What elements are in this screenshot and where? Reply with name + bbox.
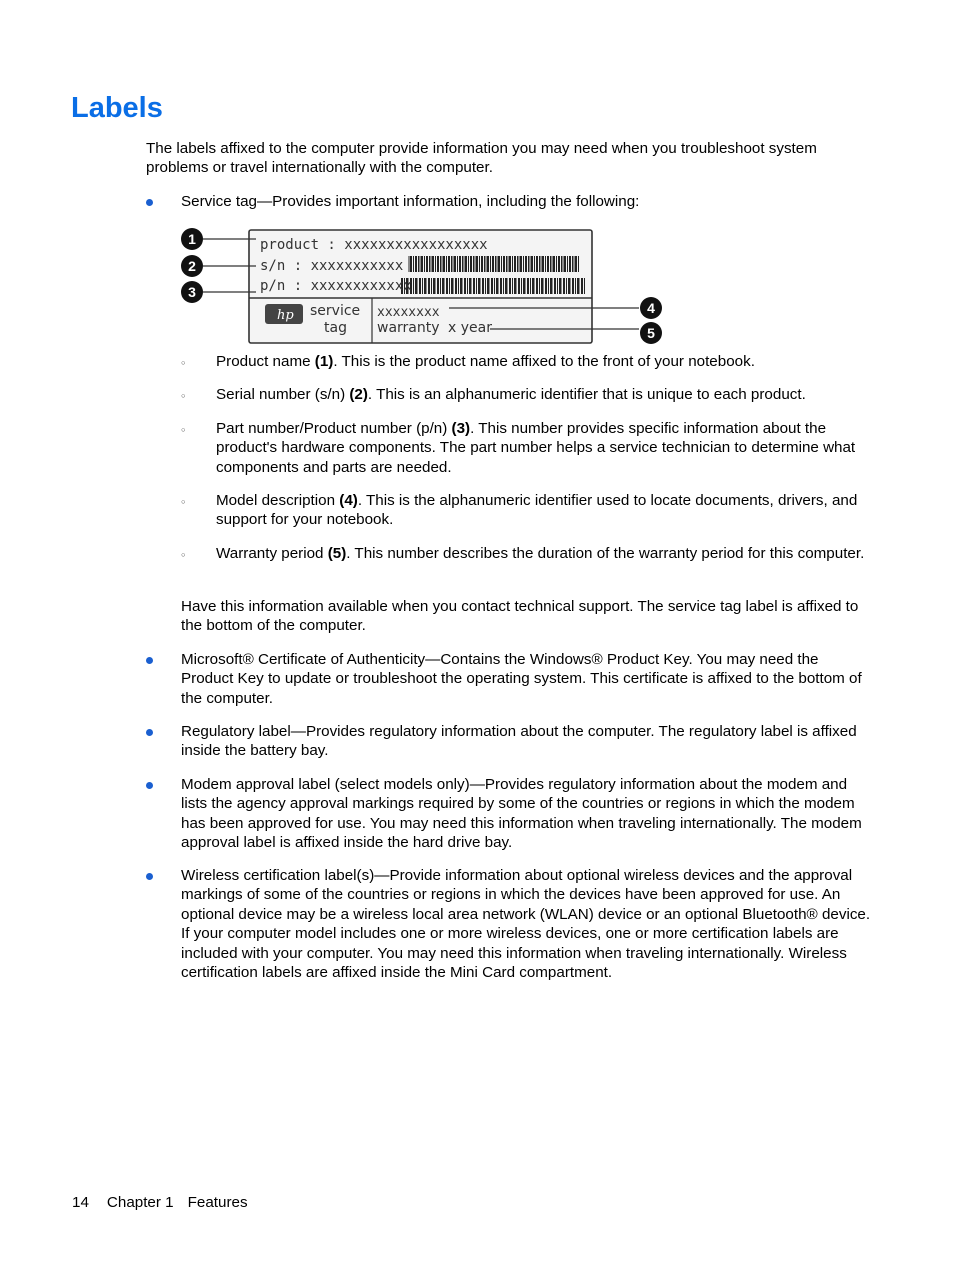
bullet-dot: [146, 199, 153, 206]
chapter-label: Chapter 1: [106, 1194, 174, 1211]
callout-2-number: 2: [188, 258, 196, 274]
bullet-certificate-of-authenticity: Microsoft® Certificate of Authenticity—Contains the Windows® Product Key. You may need the Product Key to update or troubleshoot the operating system. This certificate is affixed to the bottom of the computer.: [181, 651, 862, 707]
sub-item-serial-number: Serial number (s/n) (2). This is an alphanumeric identifier that is unique to each product.: [216, 386, 806, 403]
callout-4-number: 4: [647, 300, 655, 316]
page-footer: [72, 1193, 248, 1212]
page-title: Labels: [71, 92, 163, 124]
sub-item-marker: ◦: [180, 549, 187, 562]
callout-1-number: 1: [188, 231, 196, 247]
label-model-value: xxxxxxxx: [377, 305, 440, 320]
label-product-line: product : xxxxxxxxxxxxxxxxx: [260, 237, 488, 253]
page-number: 14: [72, 1194, 89, 1211]
sub-item-part-number: Part number/Product number (p/n) (3). This number provides specific information about the product's hardware components. The part number helps a service technician to determine what components and parts are needed.: [216, 420, 856, 476]
bullet-wireless-certification-label: Wireless certification label(s)—Provide information about optional wireless devices and the approval markings of some of the countries or regions in which the devices have been approved for use. An optional device may be a wireless local area network (WLAN) device or an optional Bluetooth® device. If your computer model includes one or more wireless devices, one or more certification labels are included with your computer. You may need this information when traveling internationally. Wireless certification labels are affixed inside the Mini Card compartment.: [181, 867, 871, 982]
sub-item-marker: ◦: [180, 424, 187, 437]
service-tag-label-diagram: [176, 226, 668, 350]
bullet-dot: [146, 729, 153, 736]
sub-item-model-description: Model description (4). This is the alphanumeric identifier used to locate documents, drivers, and support for your notebook.: [216, 492, 858, 529]
sub-item-marker: ◦: [180, 357, 187, 370]
hp-logo-text: hp: [277, 308, 294, 323]
sub-item-marker: ◦: [180, 496, 187, 509]
sub-item-marker: ◦: [180, 390, 187, 403]
sub-item-product-name: Product name (1). This is the product name affixed to the front of your notebook.: [216, 353, 755, 370]
label-pn-line: p/n : xxxxxxxxxxxx: [260, 278, 412, 294]
section-label: Features: [187, 1194, 248, 1211]
service-tag-note: Have this information available when you contact technical support. The service tag label is affixed to the bottom of the computer.: [181, 598, 859, 635]
bullet-dot: [146, 873, 153, 880]
bullet-modem-approval-label: Modem approval label (select models only)—Provides regulatory information about the modem and lists the agency approval markings required by some of the countries or regions in which the modem has been approved for use. You may need this information when traveling internationally. The modem approval label is affixed inside the hard drive bay.: [181, 776, 862, 852]
bullet-service-tag: Service tag—Provides important information, including the following:: [181, 193, 640, 210]
label-sn-line: s/n : xxxxxxxxxxx: [260, 258, 404, 274]
label-warranty-value: x year: [448, 320, 492, 336]
bullet-regulatory-label: Regulatory label—Provides regulatory information about the computer. The regulatory label is affixed inside the battery bay.: [181, 723, 857, 760]
pn-barcode: [401, 278, 586, 294]
label-service-line2: tag: [324, 320, 347, 336]
sn-barcode: [408, 256, 580, 272]
label-warranty: warranty: [377, 320, 440, 336]
callout-5-number: 5: [647, 325, 655, 341]
callout-3-number: 3: [188, 284, 196, 300]
sub-item-warranty-period: Warranty period (5). This number describes the duration of the warranty period for this computer.: [216, 545, 865, 562]
bullet-dot: [146, 782, 153, 789]
intro-paragraph: The labels affixed to the computer provide information you may need when you troubleshoot system problems or travel internationally with the computer.: [146, 140, 817, 177]
label-service-line1: service: [310, 303, 361, 319]
bullet-dot: [146, 657, 153, 664]
